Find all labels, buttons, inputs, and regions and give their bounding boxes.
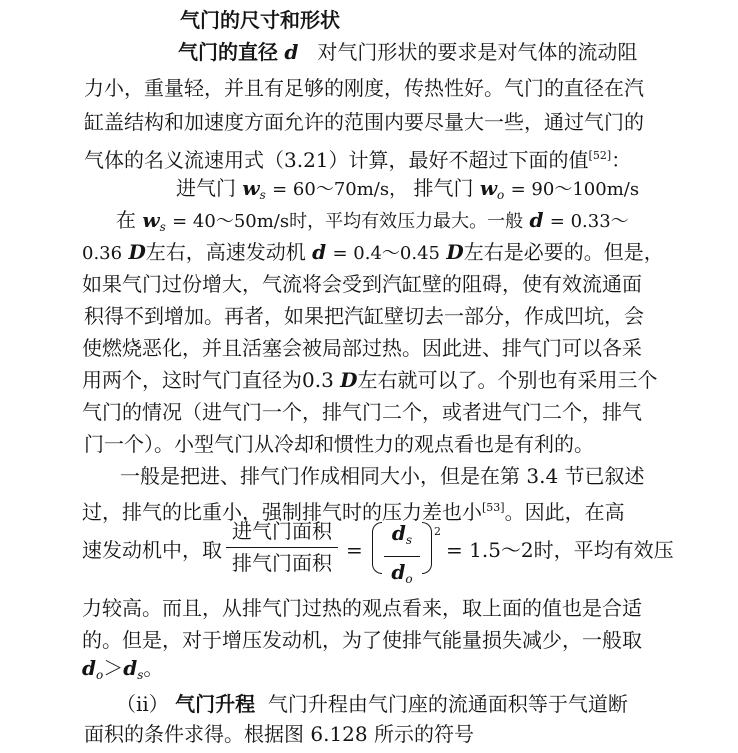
flow-speed-line: 进气门 $w_s$ = 60～70m/s， 排气门 $w_o$ = 90～100m/s <box>176 176 640 202</box>
p3-line-6: $d_o>d_s$。 <box>82 656 164 682</box>
fraction-numerator: 进气门面积 <box>232 519 332 543</box>
equals-sign: = <box>346 538 363 562</box>
p1-line-1: 气门的直径 d 对气门形状的要求是对气体的流动阻 <box>178 40 638 64</box>
exponent: 2 <box>434 525 441 538</box>
p2-line-3: 如果气门过份增大，气流将会受到汽缸壁的阻碍，使有效流通面 <box>82 272 642 296</box>
fraction-denominator: 排气门面积 <box>232 551 332 575</box>
diameter-label: 气门的直径 <box>178 40 278 64</box>
p3-line-2: 过，排气的比重小，强制排气时的压力差也小[53]。因此，在高 <box>82 500 625 524</box>
fraction-bar <box>226 547 338 548</box>
area-ratio-formula <box>0 518 738 586</box>
reference-52: [52] <box>588 149 612 162</box>
p4-line-2: 面积的条件求得。根据图 6.128 所示的符号 <box>84 722 474 746</box>
left-paren <box>372 522 382 574</box>
p1-line-3: 缸盖结构和加速度方面允许的范围内要尽量大一些，通过气门的 <box>84 110 644 134</box>
p3-line-4: 力较高。而且，从排气门过热的观点看来，取上面的值也是合适 <box>82 596 642 620</box>
p3-line-1: 一般是把进、排气门作成相同大小，但是在第 3.4 节已叙述 <box>120 464 645 488</box>
section-title: 气门的尺寸和形状 <box>180 8 340 32</box>
subsection-number: （ii） <box>116 692 169 716</box>
p2-line-1: 在 $w_s$ = 40～50m/s时，平均有效压力最大。一般 d = 0.33～ <box>116 208 629 234</box>
p3-line-5: 的。但是，对于增压发动机，为了使排气能量损失减少，一般取 <box>82 628 642 652</box>
subsection-title: 气门升程 <box>175 692 256 716</box>
var-d: d <box>284 40 299 64</box>
formula-prefix: 速发动机中，取 <box>82 538 222 562</box>
p1-line-2: 力小，重量轻，并且有足够的刚度，传热性好。气门的直径在汽 <box>84 76 644 100</box>
area-fraction <box>226 518 338 577</box>
p2-line-2: 0.36 D左右，高速发动机 d = 0.4～0.45 D左右是必要的。但是， <box>82 240 664 264</box>
diameter-fraction: $d_s$ $d_o$ <box>384 520 420 593</box>
p4-line-1: （ii） 气门升程 气门升程由气门座的流通面积等于气道断 <box>116 692 628 716</box>
p2-line-4: 积得不到增加。再者，如果把汽缸壁切去一部分，作成凹坑，会 <box>84 304 644 328</box>
p2-line-8: 门一个）。小型气门从冷却和惯性力的观点看也是有利的。 <box>84 432 594 456</box>
p2-line-7: 气门的情况（进气门一个，排气门二个，或者进气门二个，排气 <box>82 400 642 424</box>
p2-line-5: 使燃烧恶化，并且活塞会被局部过热。因此进、排气门可以各采 <box>82 336 642 360</box>
right-paren <box>422 522 432 574</box>
p1-line-4: 气体的名义流速用式（3.21）计算，最好不超过下面的值[52]： <box>84 148 632 172</box>
reference-53: [53] <box>482 501 505 514</box>
formula-suffix: = 1.5～2时，平均有效压 <box>446 538 674 562</box>
p2-line-6: 用两个，这时气门直径为0.3 D左右就可以了。个别也有采用三个 <box>82 368 658 392</box>
